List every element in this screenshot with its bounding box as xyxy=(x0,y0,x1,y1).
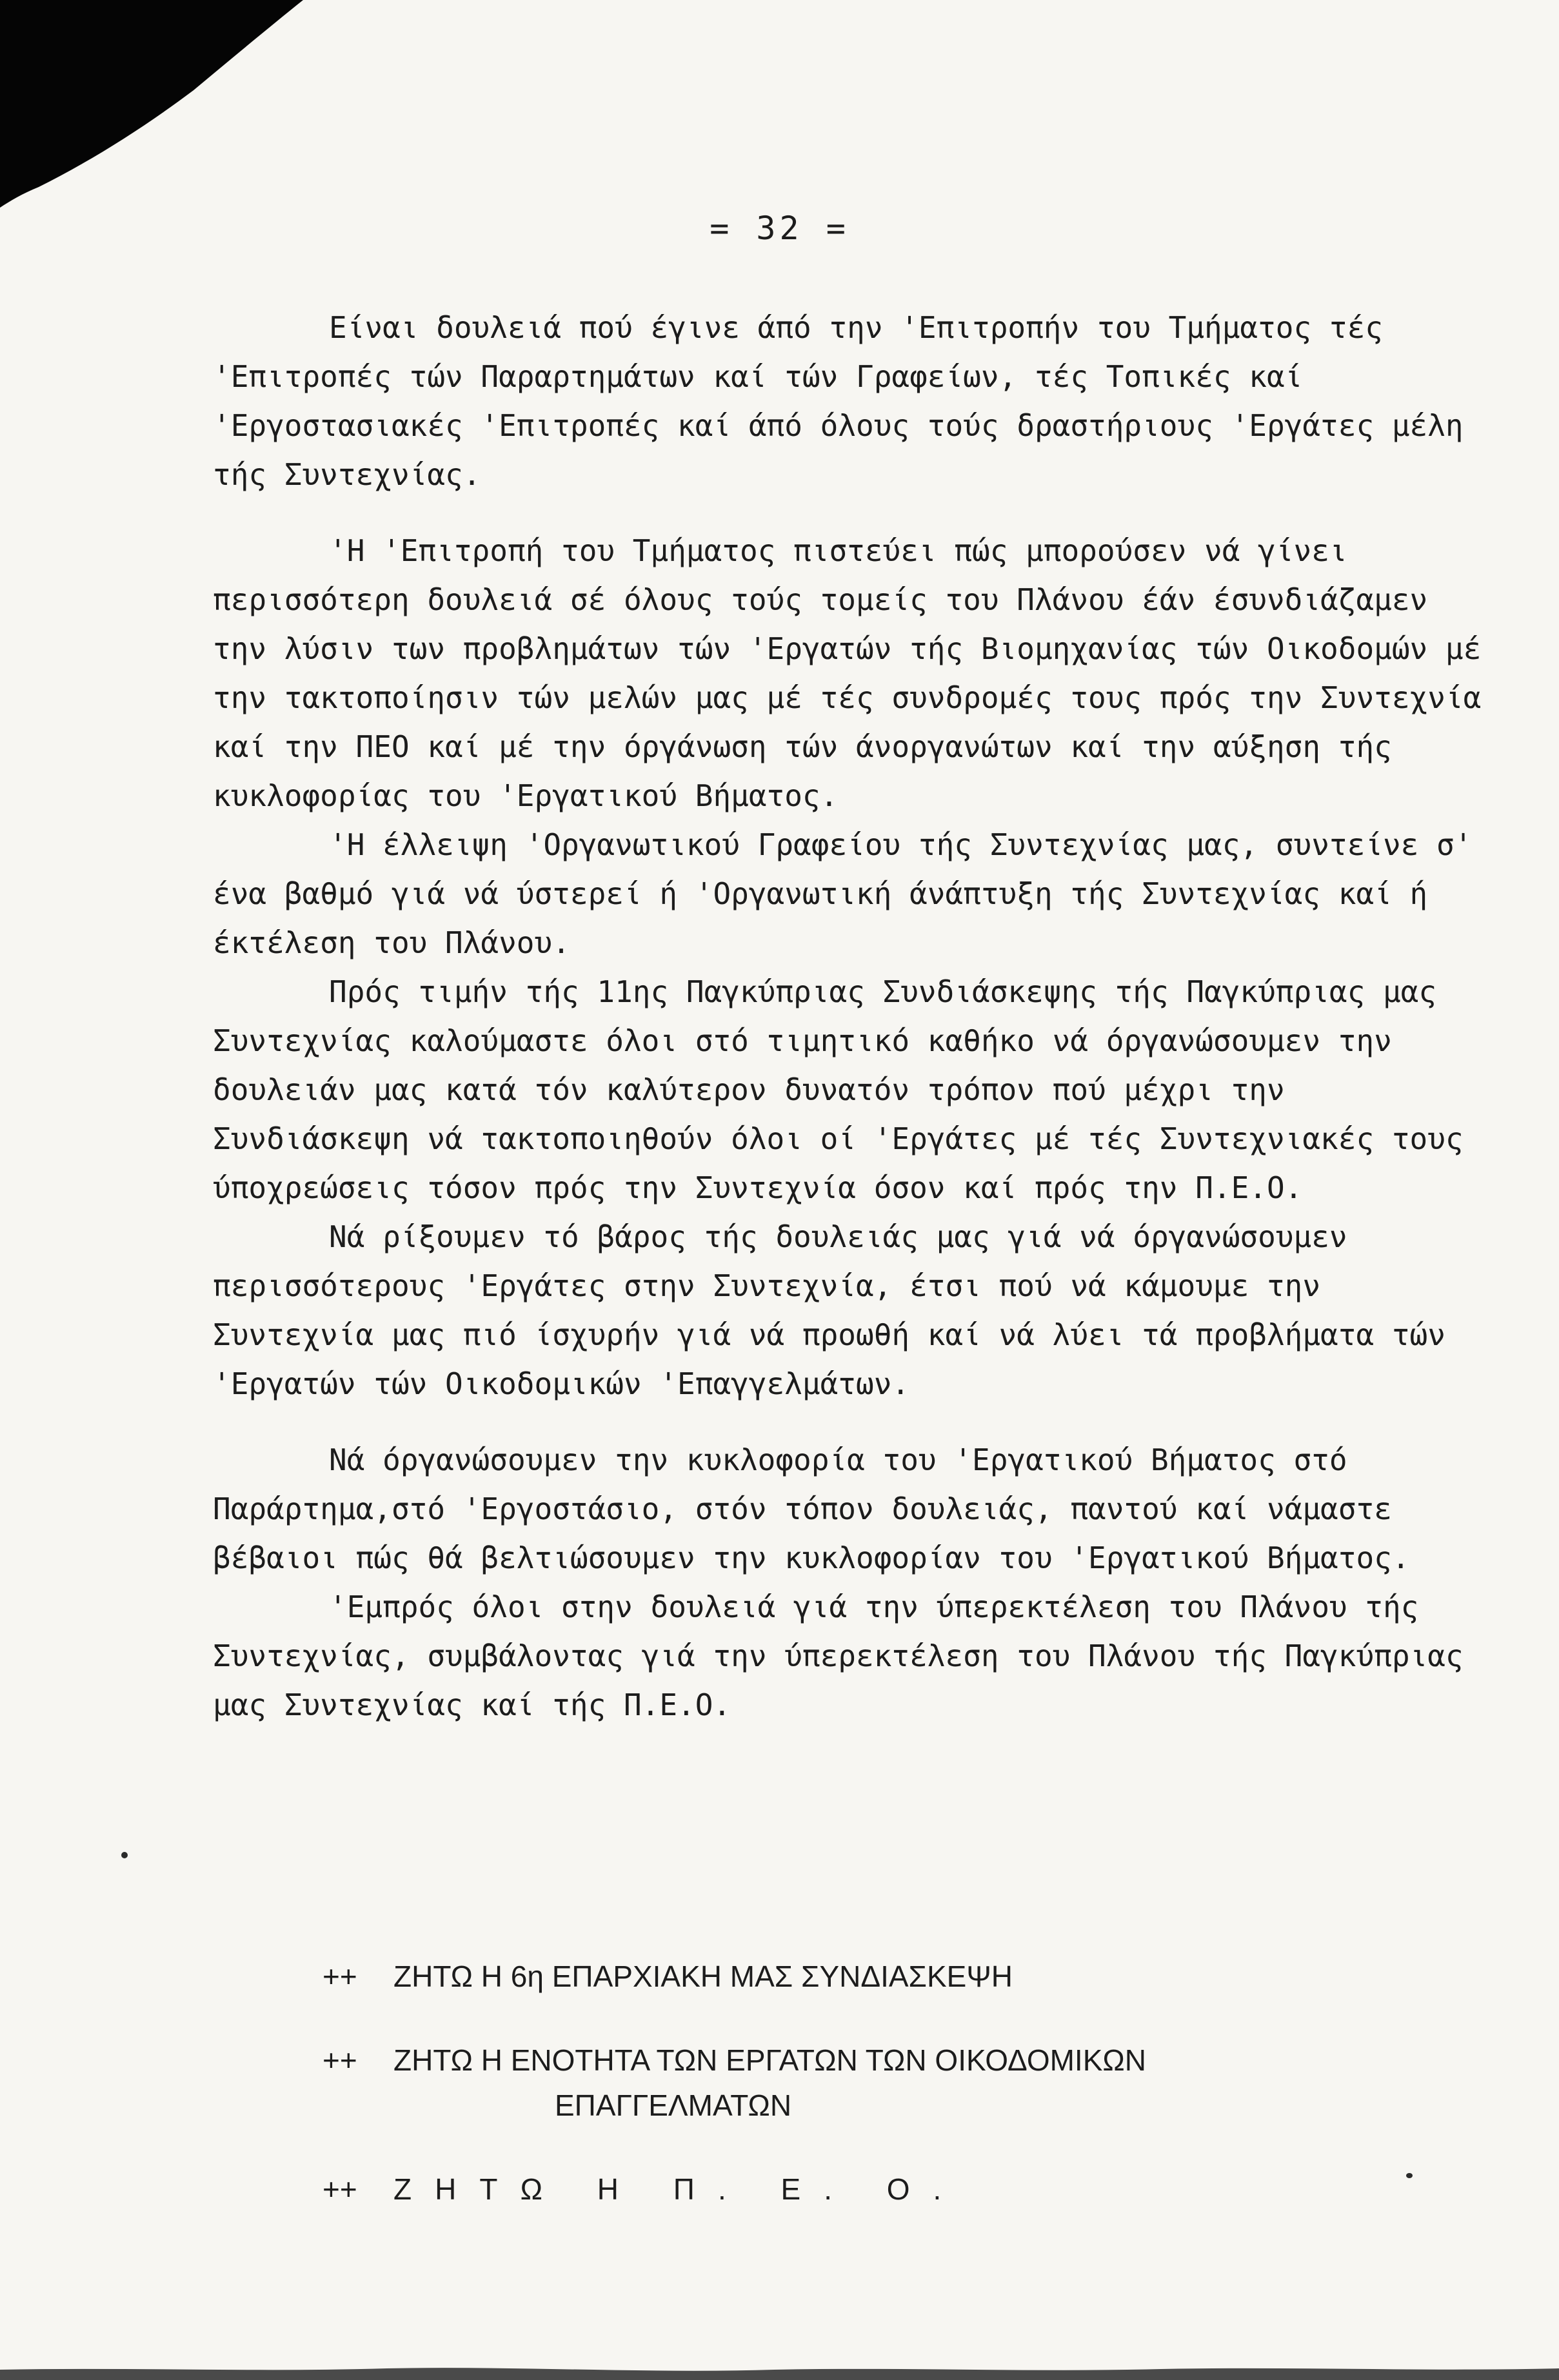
scan-speck xyxy=(121,1852,128,1858)
paragraph-5: Νά ρίξουμεν τό βάρος τής δουλειάς μας γιά νά όργανώσουμεν περισσότερους 'Εργάτες στην Συντεχνία, έτσι πού νά κάμουμε την Συντεχνία μας πιό ίσχυρήν γιά νά προωθή καί νά λύει τά προβλήματα τών 'Εργατών τών Οικοδομικών 'Επαγγελμάτων. xyxy=(213,1219,1445,1401)
body-text xyxy=(213,303,1496,1729)
paragraph-3: 'Η έλλειψη 'Οργανωτικού Γραφείου τής Συντεχνίας μας, συντείνε σ' ένα βαθμό γιά νά ύστερεί ή 'Οργανωτική άνάπτυξη τής Συντεχνίας καί ή έκτέλεση του Πλάνου. xyxy=(213,827,1473,960)
slogan-marker: ++ xyxy=(323,1960,357,1993)
page-number: = 32 = xyxy=(710,210,849,247)
slogan-3 xyxy=(323,2167,1419,2212)
paragraph-2: 'Η 'Επιτροπή του Τμήματος πιστεύει πώς μπορούσεν νά γίνει περισσότερη δουλειά σέ όλους τούς τομείς του Πλάνου έάν έσυνδιάζαμεν την λύσιν των προβλημάτων τών 'Εργατών τής Βιομηχανίας τών Οικοδομών μέ την τακτοποίησιν τών μελών μας μέ τές συνδρομές τους πρός την Συντεχνία καί την ΠΕΟ καί μέ την όργάνωση τών άνοργανώτων καί την αύξηση τής κυκλοφορίας του 'Εργατικού Βήματος. xyxy=(213,533,1482,813)
slogan-2-text-line2: ΕΠΑΓΓΕΛΜΑΤΩΝ xyxy=(555,2089,792,2122)
scan-noise-bottom-edge xyxy=(0,2354,1559,2380)
slogan-2 xyxy=(323,2038,1419,2128)
slogan-marker: ++ xyxy=(323,2172,357,2206)
paragraph-4: Πρός τιμήν τής 11ης Παγκύπριας Συνδιάσκεψης τής Παγκύπριας μας Συντεχνίας καλούμαστε όλοι στό τιμητικό καθήκο νά όργανώσουμεν την δουλειάν μας κατά τόν καλύτερον δυνατόν τρόπον πού μέχρι την Συνδιάσκεψη νά τακτοποιηθούν όλοι οί 'Εργάτες μέ τές Συντεχνιακές τους ύποχρεώσεις τόσον πρός την Συντεχνία όσον καί πρός την Π.Ε.Ο. xyxy=(213,974,1464,1205)
slogan-marker: ++ xyxy=(323,2043,357,2077)
slogans xyxy=(323,1954,1419,2250)
slogan-3-text: ΖΗΤΩ Η Π. Ε. Ο. xyxy=(393,2172,965,2206)
slogan-2-text: ΖΗΤΩ Η ΕΝΟΤΗΤΑ ΤΩΝ ΕΡΓΑΤΩΝ ΤΩΝ ΟΙΚΟΔΟΜΙΚΩΝ xyxy=(393,2043,1146,2077)
scan-shadow-top-left xyxy=(0,0,310,232)
paragraph-7: 'Εμπρός όλοι στην δουλειά γιά την ύπερεκτέλεση του Πλάνου τής Συντεχνίας, συμβάλοντας γιά την ύπερεκτέλεση του Πλάνου τής Παγκύπριας μας Συντεχνίας καί τής Π.Ε.Ο. xyxy=(213,1589,1464,1722)
paragraph-1: Είναι δουλειά πού έγινε άπό την 'Επιτροπήν του Τμήματος τές 'Επιτροπές τών Παραρτημάτων καί τών Γραφείων, τές Τοπικές καί 'Εργοστασιακές 'Επιτροπές καί άπό όλους τούς δραστήριους 'Εργάτες μέλη τής Συντεχνίας. xyxy=(213,310,1464,492)
slogan-1 xyxy=(323,1954,1419,1999)
slogan-1-text: ΖΗΤΩ Η 6η ΕΠΑΡΧΙΑΚΗ ΜΑΣ ΣΥΝΔΙΑΣΚΕΨΗ xyxy=(393,1960,1013,1993)
paragraph-6: Νά όργανώσουμεν την κυκλοφορία του 'Εργατικού Βήματος στό Παράρτημα,στό 'Εργοστάσιο, στόν τόπον δουλειάς, παντού καί νάμαστε βέβαιοι πώς θά βελτιώσουμεν την κυκλοφορίαν του 'Εργατικού Βήματος. xyxy=(213,1442,1410,1575)
